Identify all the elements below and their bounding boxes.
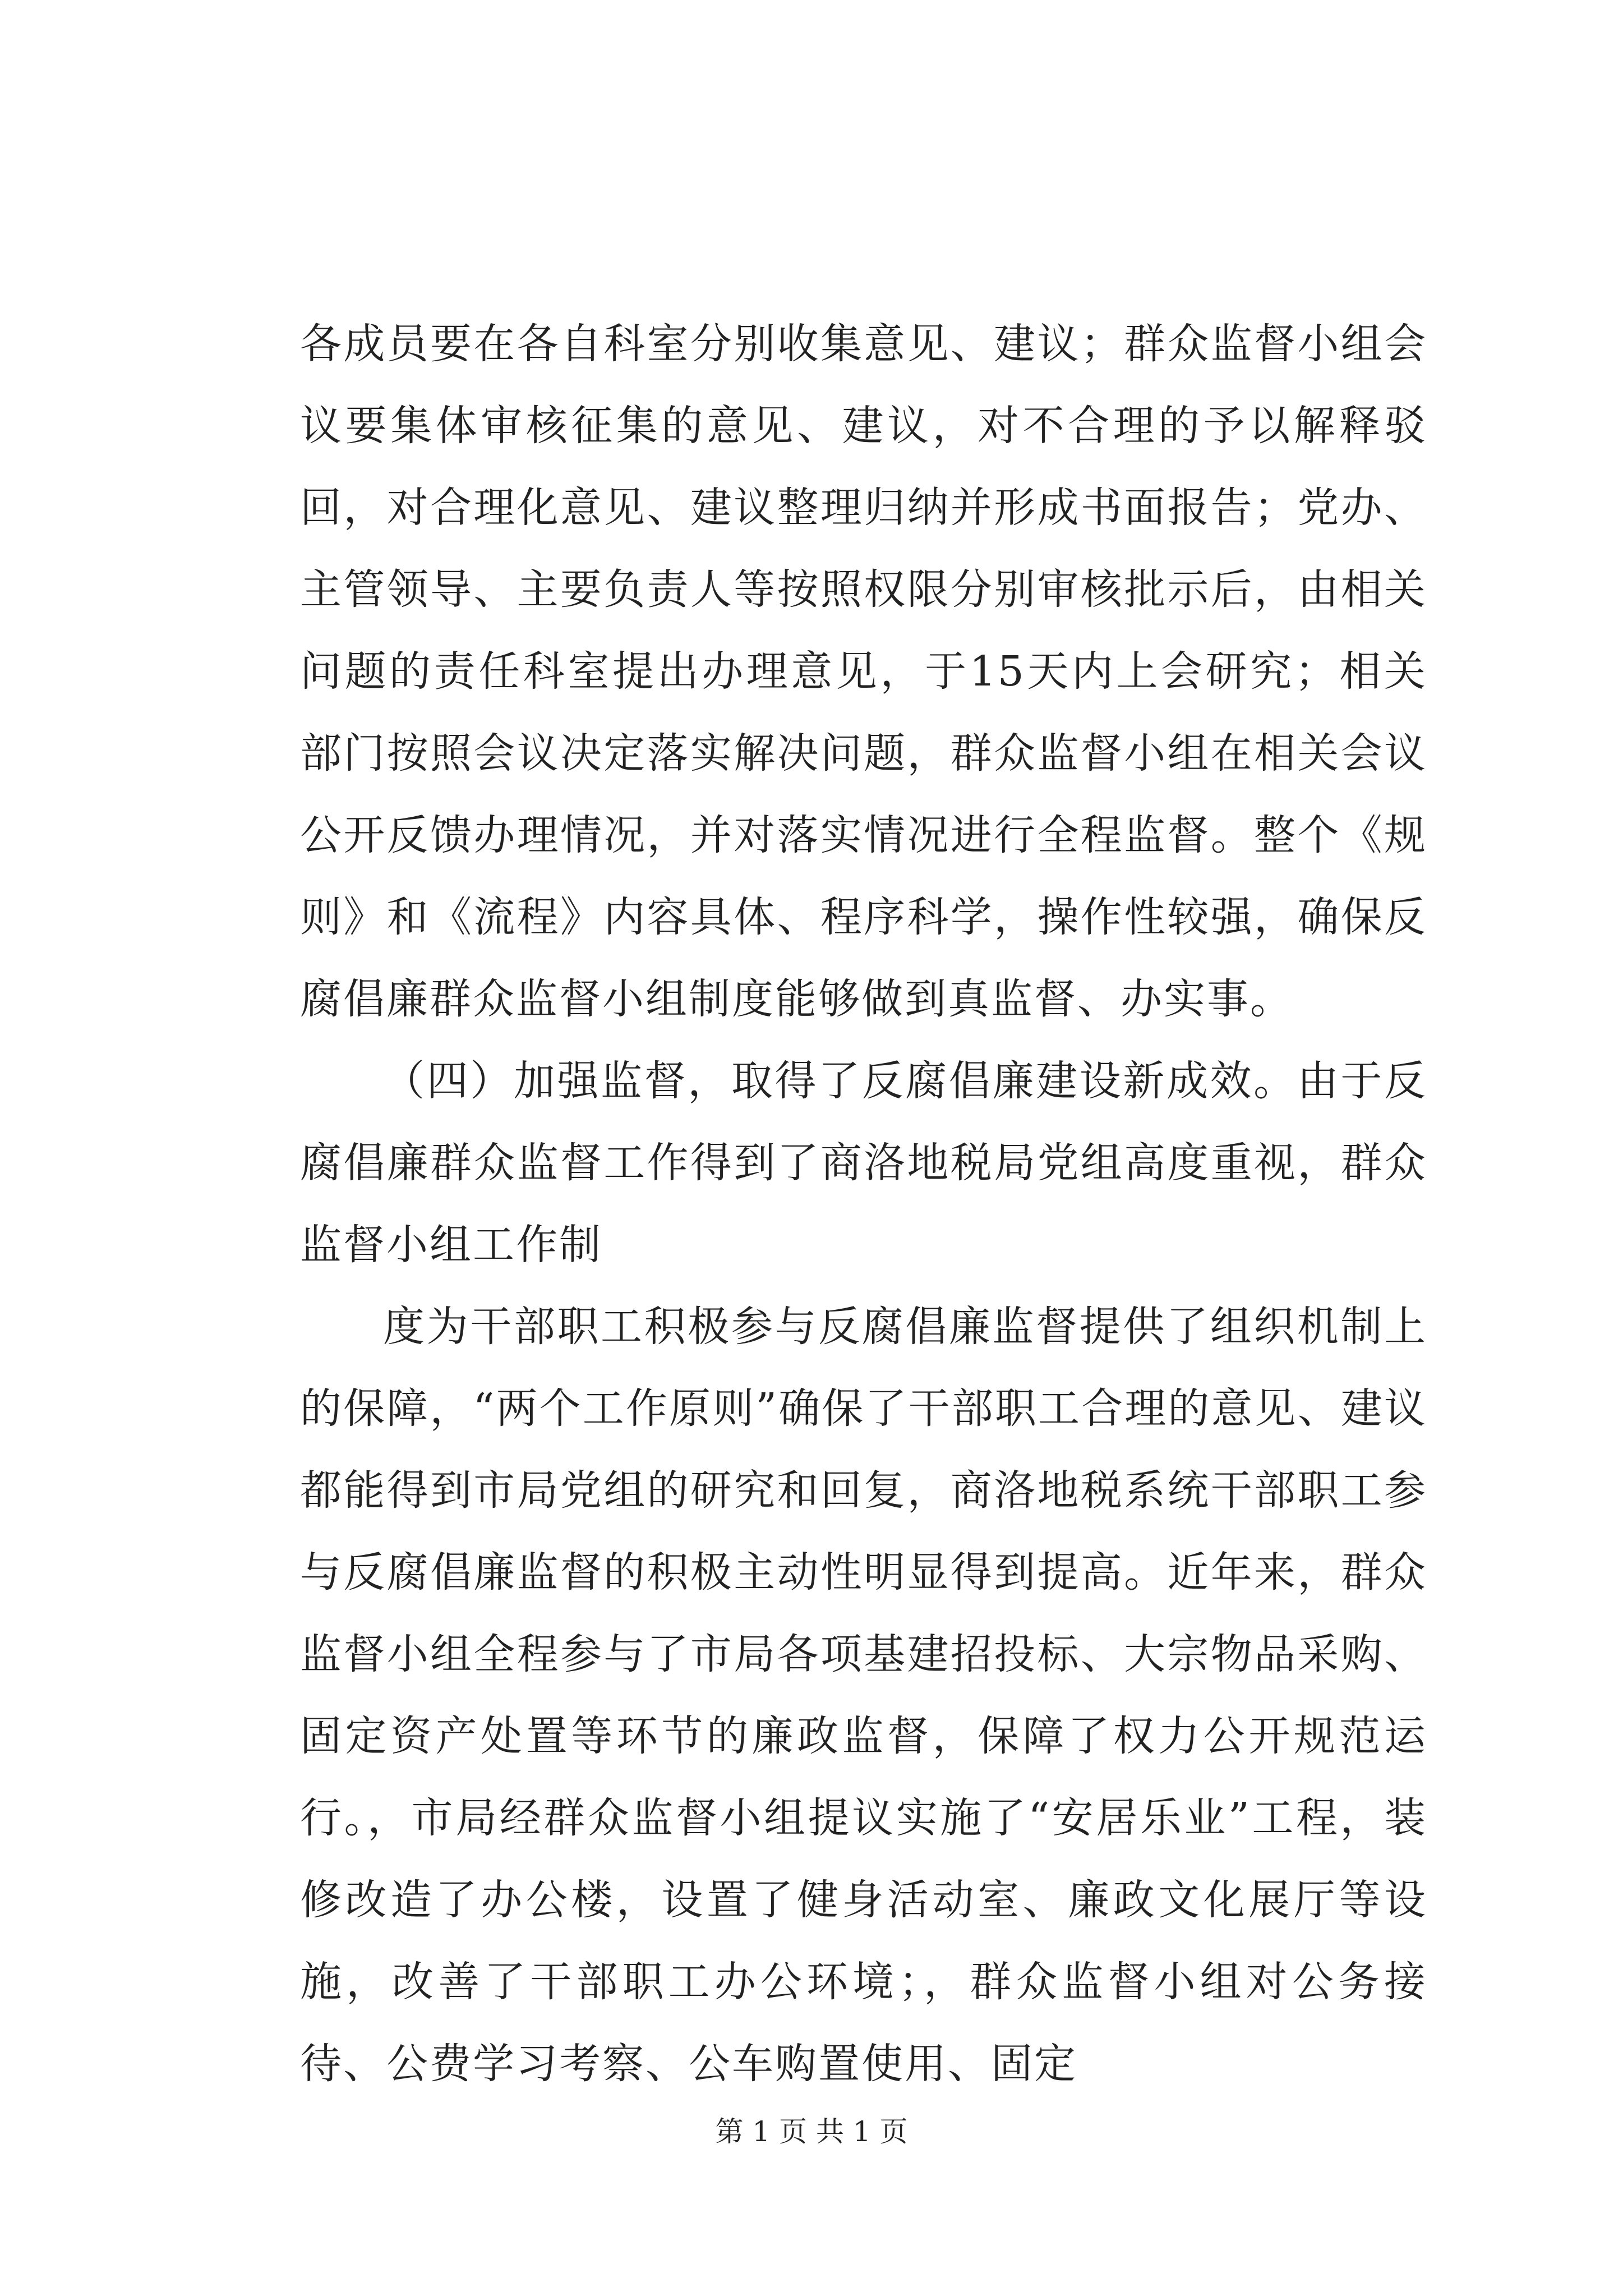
paragraph-section-four: （四）加强监督，取得了反腐倡廉建设新成效。由于反腐倡廉群众监督工作得到了商洛地税局党组高度重视，群众监督小组工作制 xyxy=(300,1057,1427,1269)
paragraph-continuation: 各成员要在各自科室分别收集意见、建议；群众监督小组会议要集体审核征集的意见、建议，对不合理的予以解释驳回，对合理化意见、建议整理归纳并形成书面报告；党办、主管领导、主要负责人等按照权限分别审核批示后，由相关问题的责任科室提出办理意见，于15天内上会研究；相关部门按照会议决定落实解决问题，群众监督小组在相关会议公开反馈办理情况，并对落实情况进行全程监督。整个《规则》和《流程》内容具体、程序科学，操作性较强，确保反腐倡廉群众监督小组制度能够做到真监督、办实事。 xyxy=(300,320,1427,1023)
paragraph-supervision-results: 度为干部职工积极参与反腐倡廉监督提供了组织机制上的保障，“两个工作原则”确保了干部职工合理的意见、建议都能得到市局党组的研究和回复，商洛地税系统干部职工参与反腐倡廉监督的积极主动性明显得到提高。近年来，群众监督小组全程参与了市局各项基建招投标、大宗物品采购、固定资产处置等环节的廉政监督，保障了权力公开规范运行。，市局经群众监督小组提议实施了“安居乐业”工程，装修改造了办公楼，设置了健身活动室、廉政文化展厅等设施，改善了干部职工办公环境；，群众监督小组对公务接待、公费学习考察、公车购置使用、固定 xyxy=(300,1303,1427,2088)
document-body xyxy=(300,303,1427,2105)
page-footer: 第 1 页 共 1 页 xyxy=(715,2115,908,2148)
